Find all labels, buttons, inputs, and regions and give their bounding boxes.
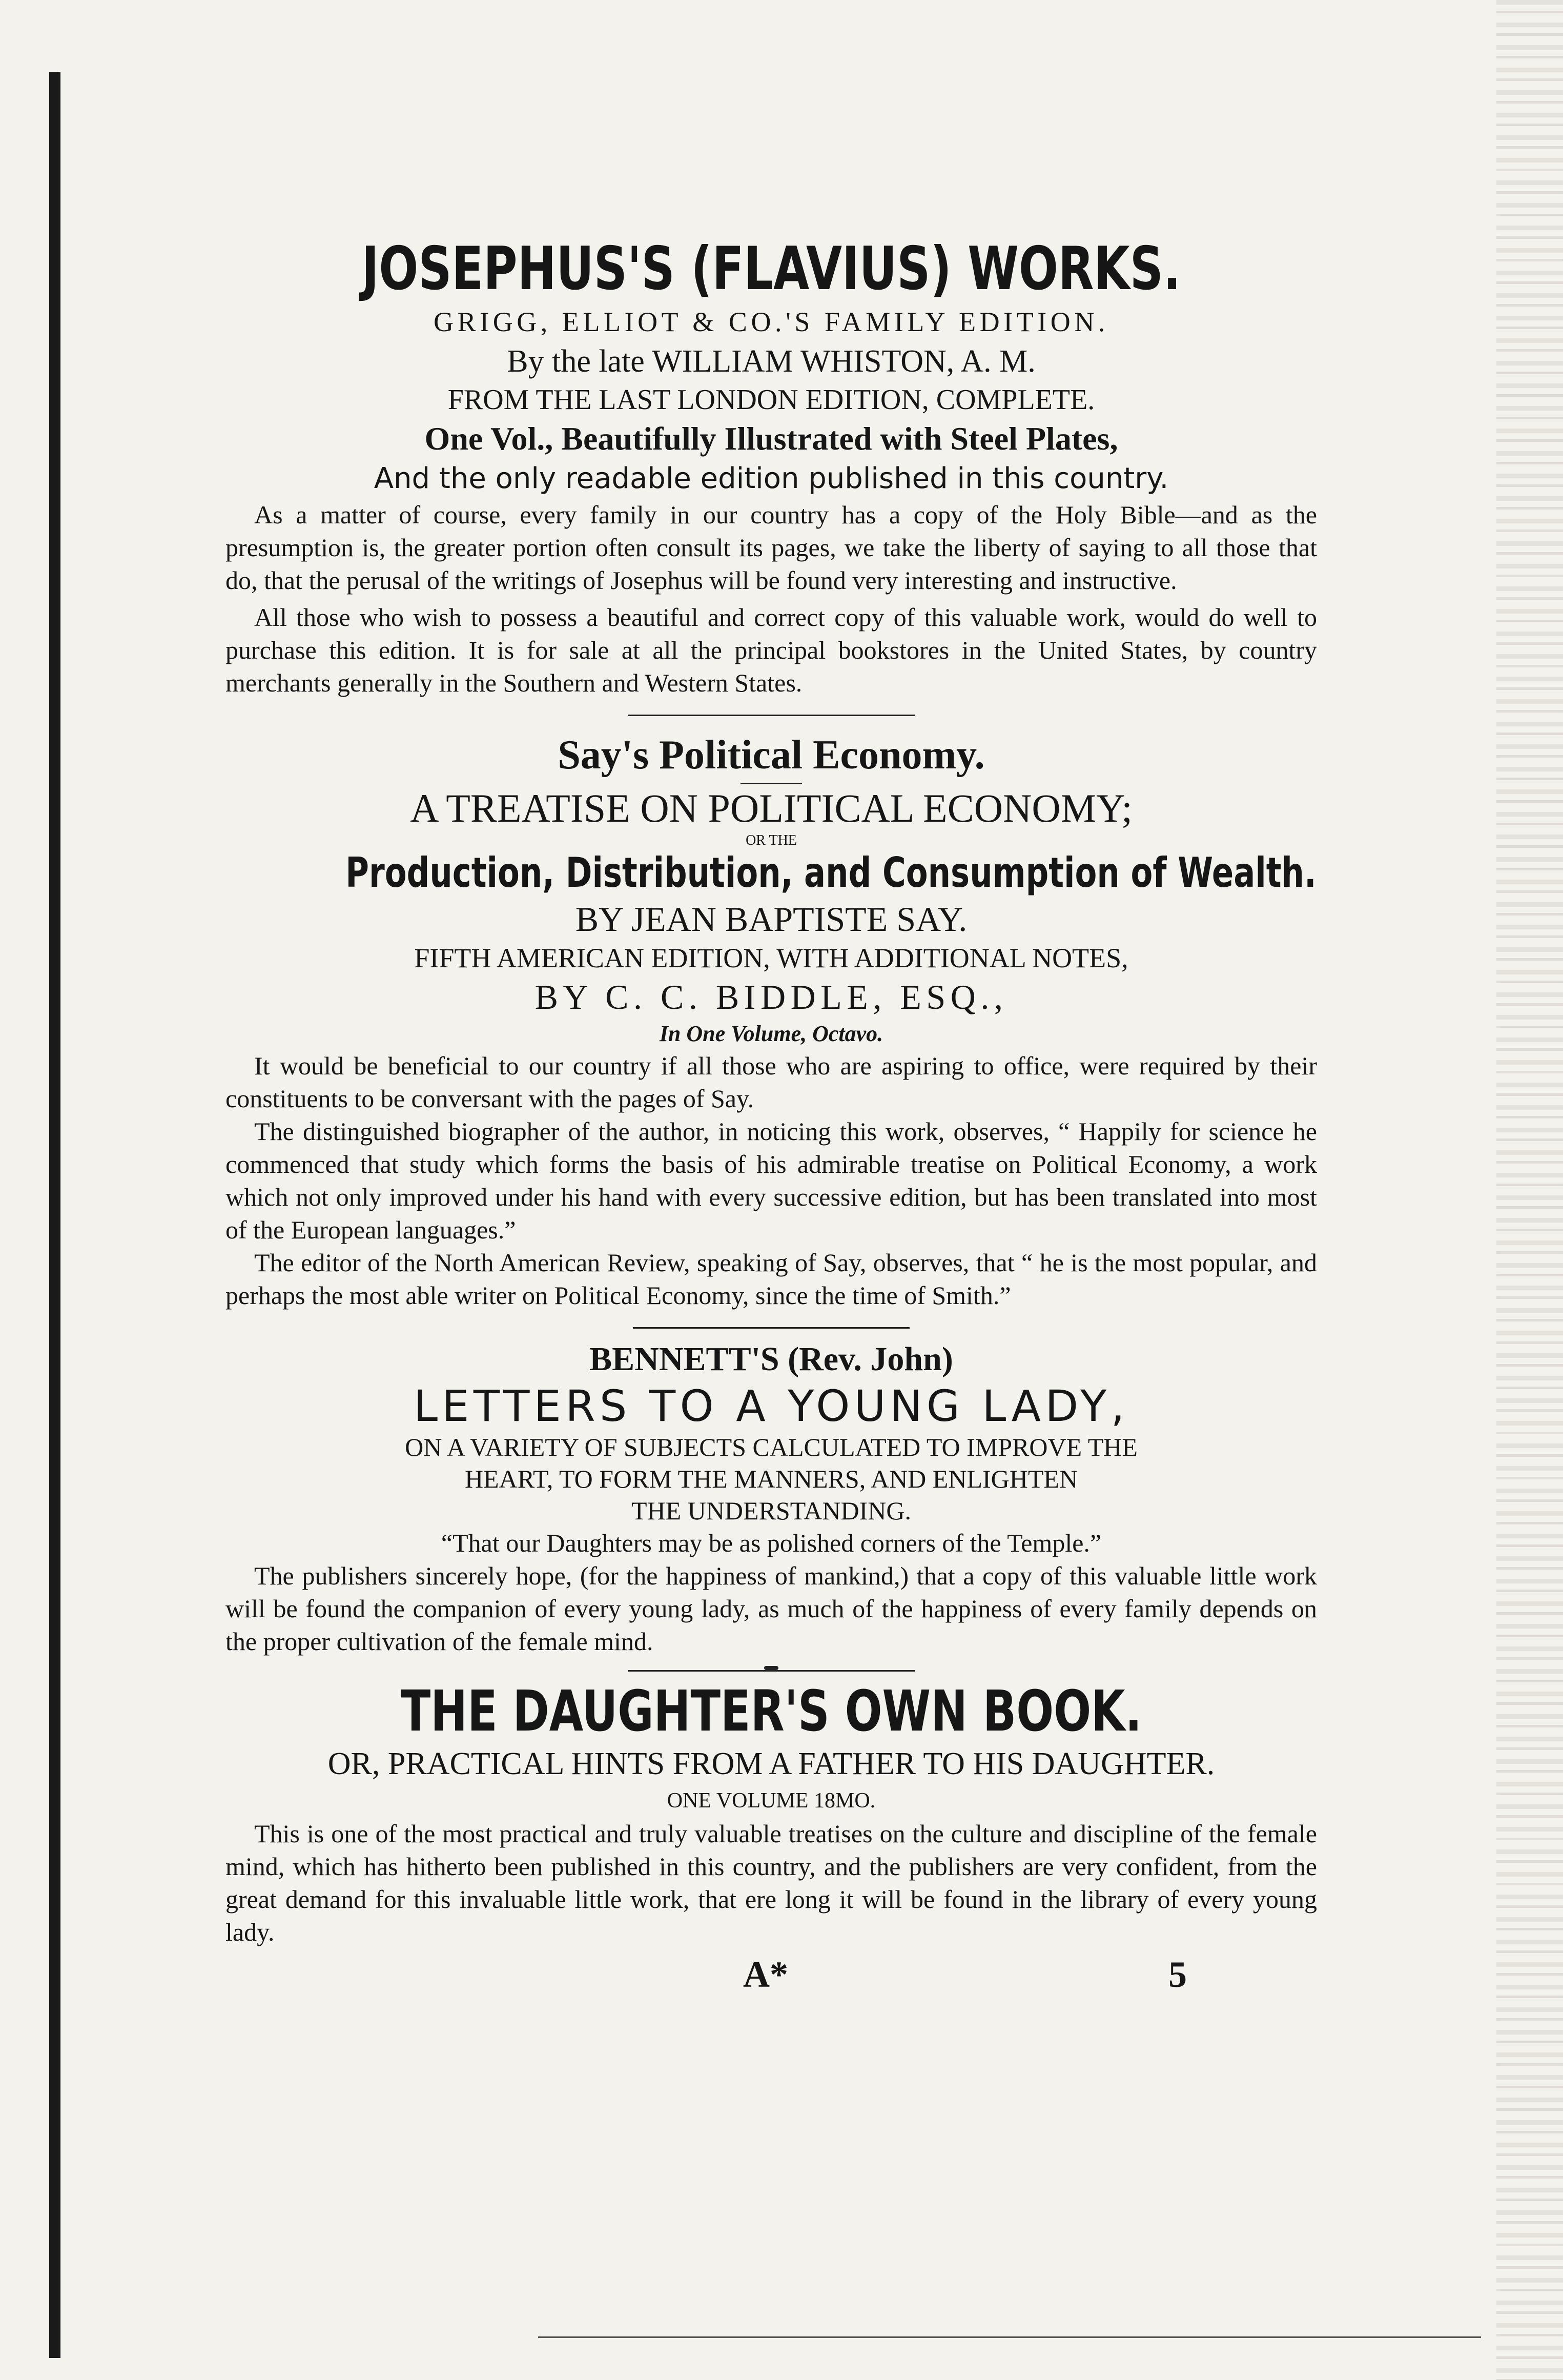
divider-dot [764,1666,778,1670]
josephus-title: JOSEPHUS'S (FLAVIUS) WORKS. [361,234,1181,303]
bennett-advert [225,1338,1317,1658]
josephus-paragraph: As a matter of course, every family in our country has a copy of the Holy Bible—and as the presumption is, the greater portion often consult its pages, we take the liberty of saying to all those that do, that the perusal of the writings of Josephus will be found very interesting and instructive. [225,500,1317,595]
say-paragraph: The distinguished biographer of the author, in noticing this work, observes, “ Happily for science he commenced that study which forms the basis of his admirable treatise on Political Economy, a work which not only improved under his hand with every successive edition, but has been translated into most of the European languages.” [225,1117,1317,1244]
bennett-subtitle: THE UNDERSTANDING. [631,1496,911,1525]
daughter-volume: ONE VOLUME 18MO. [667,1789,876,1813]
bennett-heading: BENNETT'S (Rev. John) [589,1340,953,1378]
josephus-author: By the late WILLIAM WHISTON, A. M. [507,344,1036,379]
say-author: BY JEAN BAPTISTE SAY. [575,900,968,939]
bennett-paragraph: The publishers sincerely hope, (for the happiness of mankind,) that a copy of this valuable little work will be found the companion of every young lady, as much of the happiness of every family depends on the proper cultivation of the female mind. [225,1561,1317,1656]
daughter-title: THE DAUGHTER'S OWN BOOK. [400,1678,1142,1744]
daughter-paragraph: This is one of the most practical and truly valuable treatises on the culture and discipline of the female mind, which has hitherto been published in this country, and the publishers are very confident, from the great demand for this invaluable little work, that ere long it will be found in the library of every young lady. [225,1819,1317,1946]
josephus-advert [225,236,1317,699]
section-divider [628,715,915,716]
josephus-source: FROM THE LAST LONDON EDITION, COMPLETE. [447,384,1095,416]
bennett-subtitle: ON A VARIETY OF SUBJECTS CALCULATED TO IMPROVE THE [405,1433,1138,1461]
say-or-the: OR THE [746,832,797,848]
say-editor: BY C. C. BIDDLE, ESQ., [534,978,1008,1016]
josephus-paragraph: All those who wish to possess a beautiful and correct copy of this valuable work, would do well to purchase this edition. It is for sale at all the principal bookstores in the United States, by country merchants generally in the Southern and Western States. [225,603,1317,697]
bennett-title: LETTERS TO A YOUNG LADY, [414,1381,1129,1431]
page-binding-edge [49,72,60,2358]
section-divider [633,1327,910,1329]
say-volume: In One Volume, Octavo. [659,1021,883,1046]
bottom-rule [538,2336,1481,2338]
bennett-subtitle: HEART, TO FORM THE MANNERS, AND ENLIGHTEN [464,1464,1078,1493]
say-title: A TREATISE ON POLITICAL ECONOMY; [410,786,1133,830]
say-paragraph: It would be beneficial to our country if all those who are aspiring to office, were required by their constituents to be conversant with the pages of Say. [225,1051,1317,1113]
page-torn-edge [1496,0,1563,2380]
signature-mark: A* [743,1954,788,1995]
josephus-volume-line: One Vol., Beautifully Illustrated with Steel Plates, [424,420,1118,457]
say-heading: Say's Political Economy. [558,733,985,778]
bennett-quote: “That our Daughters may be as polished corners of the Temple.” [441,1529,1102,1557]
page-number: 5 [1168,1954,1187,1995]
say-subtitle: Production, Distribution, and Consumption of Wealth. [345,849,1317,897]
say-advert [225,729,1317,1312]
page-footer [225,1948,1317,2005]
daughter-subtitle: OR, PRACTICAL HINTS FROM A FATHER TO HIS DAUGHTER. [327,1746,1215,1781]
josephus-edition: GRIGG, ELLIOT & CO.'S FAMILY EDITION. [434,307,1109,337]
say-paragraph: The editor of the North American Review, speaking of Say, observes, that “ he is the most popular, and perhaps the most able writer on Political Economy, since the time of Smith.” [225,1248,1317,1310]
say-edition: FIFTH AMERICAN EDITION, WITH ADDITIONAL NOTES, [414,943,1128,973]
daughter-advert [225,1679,1317,1948]
josephus-readable-line: And the only readable edition published in this country. [374,462,1169,495]
section-divider [628,1670,915,1672]
advertisement-page [225,236,1317,2337]
